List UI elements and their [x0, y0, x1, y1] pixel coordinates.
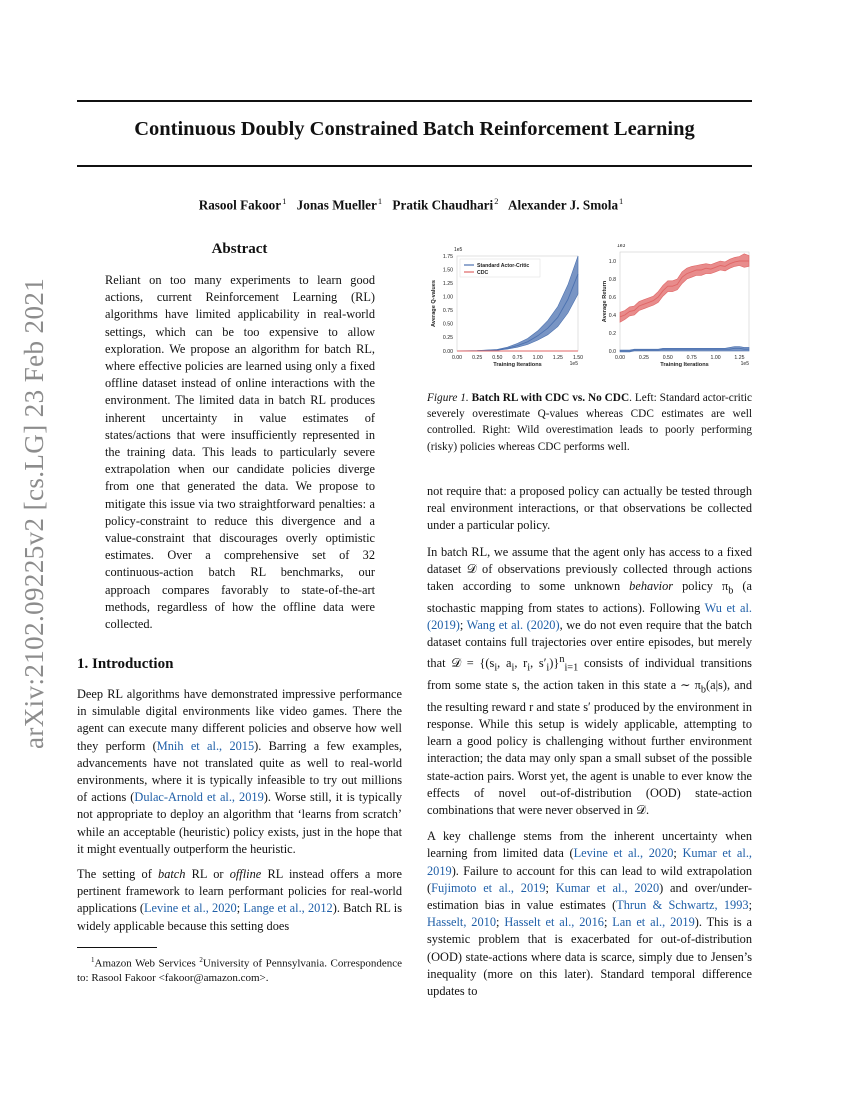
intro-paragraph: The setting of batch RL or offline RL instead offers a more pertinent framework to learn performant policies for real-world applications (Levine et al., 2020; Lange et al., 2012). Batch RL is widely applicable because this setting does: [77, 867, 403, 933]
author-affiliation: 2: [494, 196, 499, 206]
abstract-paragraph: Reliant on too many experiments to learn good actions, current Reinforcement Learning (RL) algorithms have limited applicability in real-world settings, which can be too expensive to allow exploration. We propose an algorithm for batch RL, where effective policies are learned using only a fixed offline dataset instead of online interactions with the environment. The limited data in batch RL produces inherent uncertainty in value estimates of states/actions that were insufficiently represented in the training data. This leads to particularly severe extrapolation when our candidate policies diverge from one that generated the data. We propose to mitigate this issue via two straightforward penalties: a policy-constraint to reduce this divergence and a value-constraint that discourages overly optimistic estimates. Over a comprehensive set of 32 continuous-action batch RL benchmarks, our approach compares favorably to state-of-the-art methods, regardless of how the offline data were collected.: [105, 273, 375, 632]
abstract-heading: Abstract: [211, 241, 268, 257]
author-name: Rasool Fakoor: [198, 197, 282, 213]
y-tick-label: 0.0: [608, 348, 616, 355]
top-rule: [77, 100, 752, 102]
abstract-text: [105, 272, 375, 633]
citation-link[interactable]: Hasselt et al., 2016: [504, 915, 604, 930]
body-paragraph: A key challenge stems from the inherent uncertainty when learning from limited data (Levine et al., 2020; Kumar et al., 2019). Failure to account for this can lead to wild extrapolation (Fujimoto et al., 2019; Kumar et al., 2020) and over/under-estimation bias in value estimates (Thrun & Schwartz, 1993; Hasselt, 2010; Hasselt et al., 2016; Lan et al., 2019). This is a systemic problem that is exacerbated for out-of-distribution (OOD) state-actions where data is scarce, simply due to Jensen’s inequality (more on this later). Standard temporal difference updates to: [427, 829, 753, 998]
y-tick-label: 1.00: [442, 294, 453, 301]
x-tick-label: 1.25: [734, 355, 745, 361]
citation-link[interactable]: Levine et al., 2020: [144, 901, 237, 916]
x-axis-label: Training Iterations: [660, 362, 709, 368]
introduction-body: [77, 686, 402, 935]
figure-1: [420, 244, 755, 379]
body-paragraph: In batch RL, we assume that the agent only has access to a fixed dataset 𝒟 of observations previously collected through actions taken according to some unknown behavior policy $\pi_b$ (a stochastic mapping from states to actions). Following Wu et al. (2019); Wang et al. (2020), we do not even require that the batch dataset contains full trajectories over entire episodes, but merely that 𝒟 = {($s_i$, $a_i$, $r_i$, $s'_i)\}^n_{i=1}$ consists of individual transitions from some state s, the action taken in this state a ∼ $\pi_b(a|s)$, and the resulting reward r and state s′ produced by the environment in response. While this setup is widely applicable, attempting to learn a good policy is challenging without further environment interaction; the data may only span a small subset of the possible state-action pairs. Worst yet, the agent is unable to ever know the effects of novel out-of-distribution (OOD) state-action combinations that were never observed in 𝒟.: [427, 544, 753, 817]
y-tick-label: 0.6: [608, 294, 616, 301]
arxiv-identifier: arXiv:2102.09225v2 [cs.LG] 23 Feb 2021: [19, 277, 49, 749]
citation-link[interactable]: Levine et al., 2020: [573, 846, 674, 861]
author-name: Jonas Mueller: [296, 197, 377, 213]
citation-link[interactable]: Dulac-Arnold et al., 2019: [134, 790, 264, 805]
y-tick-label: 0.4: [608, 312, 616, 319]
x-tick-label: 1.25: [552, 355, 563, 361]
title-rule: [77, 165, 752, 167]
y-scale-label: 1e5: [454, 247, 463, 253]
legend-entry: Standard Actor-Critic: [477, 263, 530, 269]
y-axis-label: Average Return: [602, 280, 608, 323]
y-tick-label: 0.00: [442, 348, 453, 355]
citation-link[interactable]: Lan et al., 2019: [612, 915, 695, 930]
citation-link[interactable]: Thrun & Schwartz, 1993: [616, 897, 749, 912]
x-tick-label: 0.25: [638, 355, 649, 361]
x-scale-label: 1e5: [569, 361, 578, 367]
author-affiliation: 1: [377, 196, 383, 206]
author-name: Alexander J. Smola: [508, 197, 619, 213]
intro-paragraph: Deep RL algorithms have demonstrated impressive performance in simulable digital environments like video games. There the agent can execute many different policies and observe how well they perform (Mnih et al., 2015). Barring a few examples, advancements have not translated quite as well to real-world environments, where it is typically infeasible to try out millions of actions (Dulac-Arnold et al., 2019). Worse still, it is typically not appropriate to deploy an algorithm that ‘learns from scratch’ while an acceptable (heuristic) policy exists, just in the hope that it might eventually outperform the heuristic.: [77, 687, 403, 856]
x-tick-label: 0.00: [451, 355, 463, 361]
citation-link[interactable]: Wu et al. (2019): [427, 600, 753, 632]
citation-link[interactable]: Mnih et al., 2015: [156, 738, 255, 753]
x-tick-label: 1.00: [710, 355, 721, 361]
y-tick-label: 0.8: [608, 276, 616, 283]
figure-caption: Figure 1. Batch RL with CDC vs. No CDC. Left: Standard actor-critic severely overestimate Q-values whereas CDC estimates are well controlled. Right: Wild overestimation leads to poorly performing (risky) policies whereas CDC performs well.: [427, 392, 753, 453]
x-tick-label: 1.50: [572, 355, 584, 361]
citation-link[interactable]: Kumar et al., 2019: [427, 846, 753, 878]
x-tick-label: 0.50: [492, 355, 503, 361]
y-axis-label: Average Q-values: [431, 279, 437, 328]
citation-link[interactable]: Wang et al. (2020): [466, 617, 560, 632]
author-list: [77, 196, 752, 213]
y-tick-label: 0.75: [442, 308, 453, 315]
author-affiliation: 1: [619, 196, 624, 206]
author-affiliation: 1: [282, 196, 287, 206]
x-tick-label: 0.50: [662, 355, 673, 361]
x-tick-label: 0.00: [614, 355, 626, 361]
citation-link[interactable]: Fujimoto et al., 2019: [431, 880, 546, 895]
y-tick-label: 1.0: [608, 258, 616, 265]
x-tick-label: 0.75: [686, 355, 697, 361]
x-axis-label: Training Iterations: [493, 362, 542, 368]
citation-link[interactable]: Kumar et al., 2020: [555, 880, 660, 895]
author-name: Pratik Chaudhari: [392, 197, 494, 213]
y-tick-label: 0.25: [442, 335, 453, 342]
section-heading-introduction: 1. Introduction: [77, 656, 174, 672]
y-tick-label: 0.2: [608, 330, 616, 337]
footnote: $^1$Amazon Web Services $^2$University of Pennsylvania. Correspondence to: Rasool Fakoor <fakoor@amazon.com>.: [77, 956, 403, 985]
y-scale-label: 1e3: [617, 244, 626, 249]
citation-link[interactable]: Lange et al., 2012: [243, 901, 333, 916]
x-tick-label: 1.00: [532, 355, 543, 361]
y-tick-label: 0.50: [442, 321, 453, 328]
citation-link[interactable]: Hasselt, 2010: [427, 915, 496, 930]
legend-entry: CDC: [477, 270, 489, 276]
x-tick-label: 0.25: [472, 355, 483, 361]
y-tick-label: 1.75: [442, 253, 453, 260]
paper-title: Continuous Doubly Constrained Batch Reinforcement Learning: [134, 118, 695, 140]
x-scale-label: 1e5: [740, 361, 749, 367]
body-paragraph: not require that: a proposed policy can actually be tested through real environment interactions, or that observations be collected under a particular policy.: [427, 484, 752, 533]
right-column-body: [427, 483, 752, 1000]
y-tick-label: 1.25: [442, 280, 453, 287]
x-tick-label: 0.75: [512, 355, 523, 361]
y-tick-label: 1.50: [442, 267, 453, 274]
footnote-rule: [77, 947, 157, 948]
